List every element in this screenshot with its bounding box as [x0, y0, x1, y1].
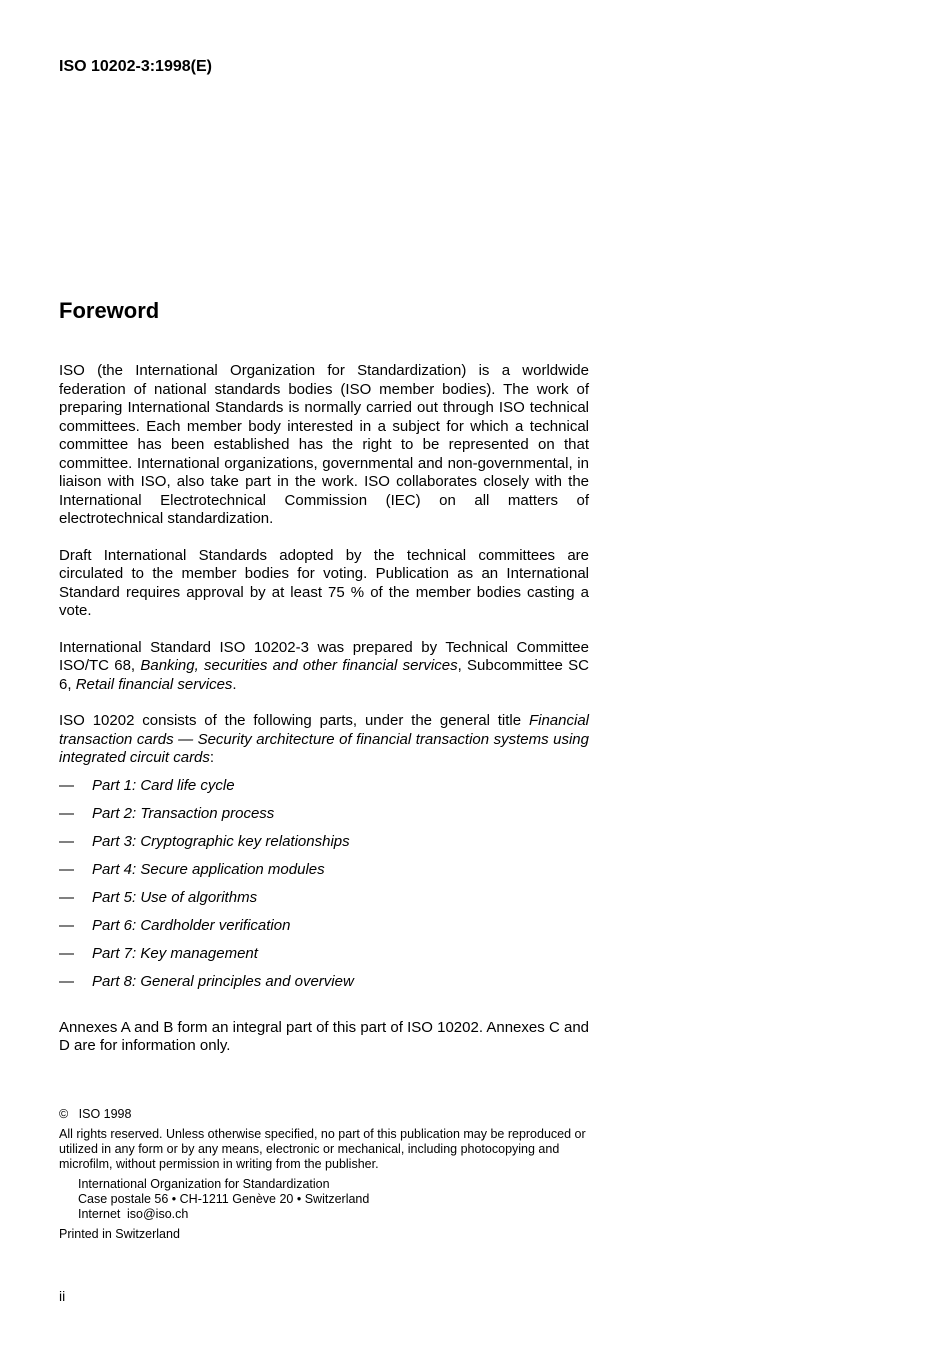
- foreword-paragraph-1: ISO (the International Organization for Standardization) is a worldwide federation of national standards bodies (ISO member bodies). The work of preparing International Standards is normally carried out through ISO technical committees. Each member body interested in a subject for which a technical committee has been established has the right to be represented on that committee. International organizations, governmental and non-governmental, in liaison with ISO, also take part in the work. ISO collaborates closely with the International Electrotechnical Commission (IEC) on all matters of electrotechnical standardization.: [59, 362, 589, 527]
- publisher-org: International Organization for Standardization: [78, 1177, 330, 1191]
- internet-email: iso@iso.ch: [127, 1207, 189, 1221]
- publisher-postal: Case postale 56 • CH-1211 Genève 20 • Switzerland: [78, 1192, 370, 1206]
- part-label: Part 8: General principles and overview: [92, 972, 354, 990]
- dash-bullet: —: [59, 916, 74, 934]
- list-item: [59, 861, 589, 889]
- rights-statement: All rights reserved. Unless otherwise specified, no part of this publication may be reproduced or utilized in any form or by any means, electronic or mechanical, including photocopying and microfilm, without permission in writing from the publisher.: [59, 1127, 586, 1171]
- p3-text-e: .: [232, 675, 237, 693]
- page-number: ii: [59, 1288, 66, 1304]
- p4-text-a: ISO 10202 consists of the following parts, under the general title: [59, 712, 529, 729]
- list-item: [59, 917, 589, 945]
- document-id-header: ISO 10202-3:1998(E): [59, 58, 212, 75]
- part-label: Part 3: Cryptographic key relationships: [92, 832, 350, 850]
- parts-list: [59, 777, 589, 1001]
- list-item: [59, 777, 589, 805]
- foreword-paragraph-3: [59, 639, 589, 695]
- p3-text-a: International Standard ISO 10202-3 was prepared by Technical Committee ISO/TC 68,: [59, 638, 589, 674]
- dash-bullet: —: [59, 944, 74, 962]
- publisher-internet: [78, 1207, 589, 1222]
- dash-bullet: —: [59, 804, 74, 822]
- list-item: [59, 945, 589, 973]
- part-label: Part 7: Key management: [92, 944, 258, 962]
- part-label: Part 1: Card life cycle: [92, 776, 235, 794]
- foreword-paragraph-5: Annexes A and B form an integral part of this part of ISO 10202. Annexes C and D are for information only.: [59, 1018, 589, 1054]
- list-item: [59, 805, 589, 833]
- p4-text-c: :: [209, 749, 215, 766]
- foreword-paragraph-4: [59, 712, 589, 768]
- copyright-block: [59, 1107, 589, 1247]
- list-item: [59, 973, 589, 1001]
- dash-bullet: —: [59, 776, 74, 794]
- committee-name: Banking, securities and other financial services: [140, 657, 458, 674]
- copyright-year: ISO 1998: [78, 1107, 132, 1121]
- list-item: [59, 833, 589, 861]
- list-item: [59, 889, 589, 917]
- printed-location: Printed in Switzerland: [59, 1227, 180, 1241]
- foreword-title: Foreword: [59, 298, 160, 323]
- dash-bullet: —: [59, 972, 74, 990]
- publisher-address: [78, 1177, 589, 1222]
- part-label: Part 2: Transaction process: [92, 804, 275, 822]
- dash-bullet: —: [59, 888, 74, 906]
- part-label: Part 6: Cardholder verification: [92, 916, 291, 934]
- foreword-section: [59, 297, 589, 1074]
- subcommittee-name: Retail financial services: [75, 675, 233, 693]
- dash-bullet: —: [59, 860, 74, 878]
- foreword-paragraph-2: Draft International Standards adopted by the technical committees are circulated to the member bodies for voting. Publication as an International Standard requires approval by at least 75 % of the member bodies casting a vote.: [59, 546, 589, 619]
- internet-label: Internet: [78, 1207, 121, 1221]
- p3-text-c: , Subcommittee SC 6,: [59, 657, 589, 693]
- general-title: Financial transaction cards — Security architecture of financial transaction systems using integrated circuit cards: [59, 712, 589, 766]
- part-label: Part 5: Use of algorithms: [92, 888, 258, 906]
- part-label: Part 4: Secure application modules: [92, 860, 325, 878]
- dash-bullet: —: [59, 832, 74, 850]
- copyright-symbol: ©: [59, 1107, 69, 1121]
- copyright-line: [59, 1107, 589, 1122]
